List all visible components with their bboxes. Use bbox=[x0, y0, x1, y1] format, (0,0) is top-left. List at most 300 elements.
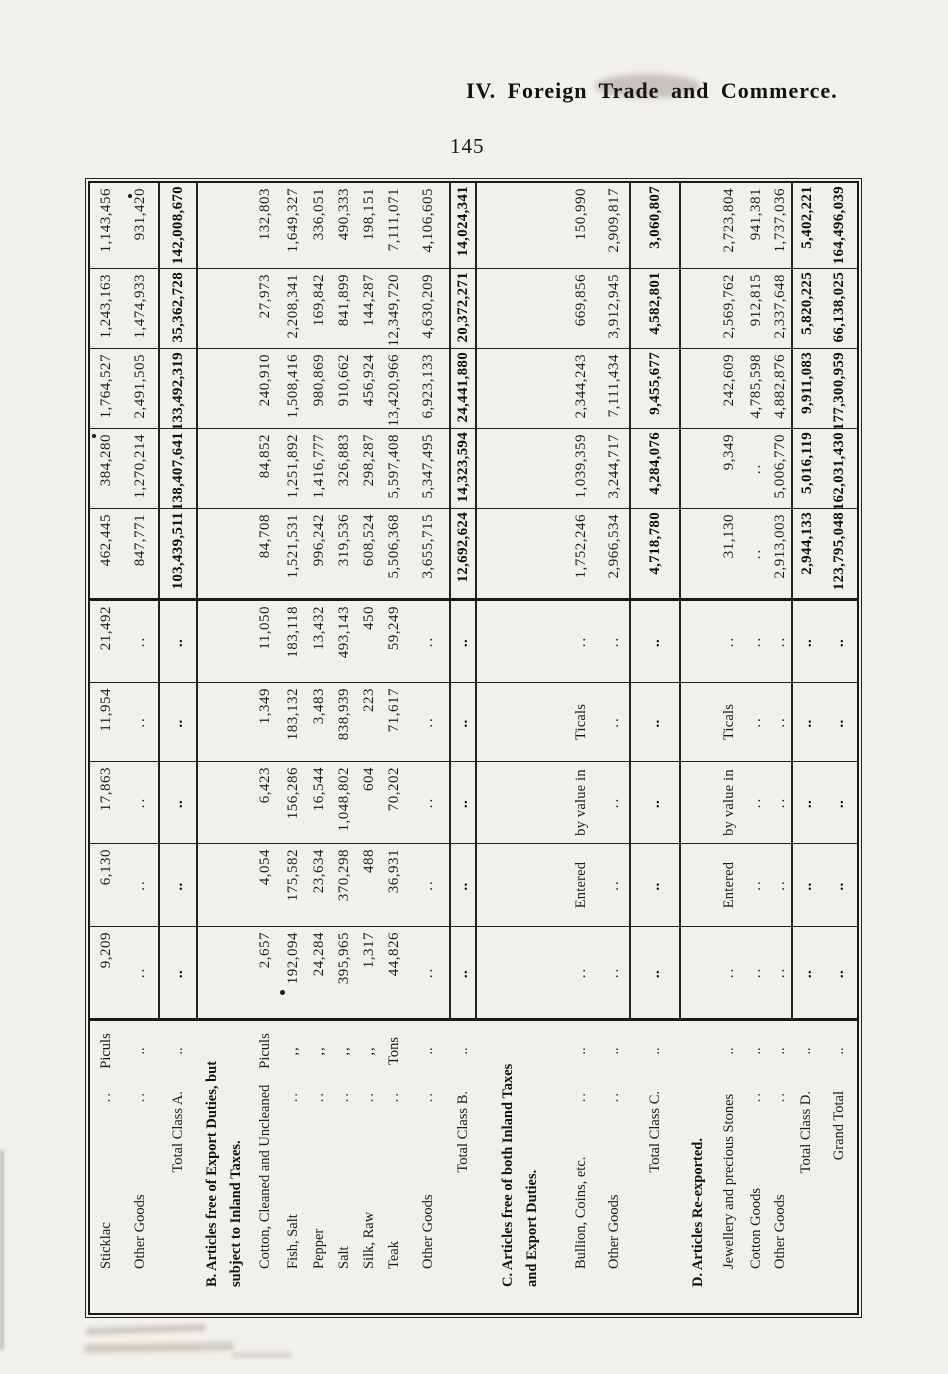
data-cell: 5,347,495 bbox=[407, 429, 449, 509]
section-heading-line: D. Articles Re-exported. bbox=[690, 1138, 706, 1287]
data-cell: 11,954 bbox=[90, 683, 122, 762]
data-cell: .. bbox=[821, 927, 857, 1021]
row-label bbox=[791, 1081, 821, 1313]
data-cell: .. bbox=[715, 927, 743, 1021]
row-label bbox=[122, 1081, 158, 1313]
data-cell: 2,723,804 bbox=[715, 183, 743, 269]
row-label-text: Silk, Raw bbox=[361, 1211, 377, 1269]
data-cell: Ticals bbox=[563, 683, 599, 762]
data-cell: .. bbox=[629, 844, 681, 927]
data-cell bbox=[477, 683, 563, 762]
data-cell: 2,344,243 bbox=[563, 349, 599, 429]
data-cell bbox=[681, 183, 715, 269]
data-cell bbox=[198, 349, 250, 429]
data-cell: 1,737,036 bbox=[769, 183, 791, 269]
row-label-text: Fish, Salt bbox=[285, 1214, 301, 1269]
data-cell: 1,416,777 bbox=[307, 429, 332, 509]
leader-dots: .. bbox=[311, 1091, 327, 1103]
data-cell: 488 bbox=[357, 844, 382, 927]
data-cell: 144,287 bbox=[357, 269, 382, 349]
data-cell: 183,118 bbox=[280, 601, 307, 683]
data-cell: 1,474,933 bbox=[122, 269, 158, 349]
data-cell: 910,662 bbox=[332, 349, 357, 429]
row-label bbox=[563, 1081, 599, 1313]
data-cell: .. bbox=[563, 927, 599, 1021]
data-cell: 912,815 bbox=[743, 269, 769, 349]
section-heading bbox=[681, 1021, 715, 1313]
unit-cell: .. bbox=[454, 1047, 471, 1055]
table-row bbox=[307, 183, 332, 1313]
data-cell: 5,016,119 bbox=[791, 429, 821, 509]
data-cell: 1,764,527 bbox=[90, 349, 122, 429]
section-heading-line: subject to Inland Taxes. bbox=[228, 1140, 244, 1287]
data-cell: .. bbox=[599, 601, 629, 683]
data-cell: .. bbox=[791, 683, 821, 762]
row-label-text: Sticklac bbox=[97, 1222, 114, 1269]
row-label bbox=[332, 1081, 357, 1313]
table-row bbox=[477, 183, 563, 1313]
row-label bbox=[821, 1081, 857, 1313]
data-cell: 2,913,003 bbox=[769, 509, 791, 601]
table-row bbox=[449, 183, 477, 1313]
table-row bbox=[563, 183, 599, 1313]
data-cell: 838,939 bbox=[332, 683, 357, 762]
table-row bbox=[357, 183, 382, 1313]
data-cell bbox=[477, 762, 563, 844]
data-cell: 4,284,076 bbox=[629, 429, 681, 509]
data-cell: 1,317 bbox=[357, 927, 382, 1021]
table-row bbox=[769, 183, 791, 1313]
data-cell bbox=[681, 844, 715, 927]
data-cell: .. bbox=[122, 927, 158, 1021]
leader-dots: .. bbox=[336, 1091, 352, 1103]
data-cell: .. bbox=[791, 762, 821, 844]
data-cell: 5,820,225 bbox=[791, 269, 821, 349]
data-cell: 16,544 bbox=[307, 762, 332, 844]
data-cell: 169,842 bbox=[307, 269, 332, 349]
data-cell: 669,856 bbox=[563, 269, 599, 349]
unit-cell: .. bbox=[720, 1047, 737, 1055]
row-label-text: Other Goods bbox=[131, 1194, 148, 1269]
table-row bbox=[382, 183, 407, 1313]
data-cell: 132,803 bbox=[250, 183, 280, 269]
data-cell: .. bbox=[122, 762, 158, 844]
row-label-text: Teak bbox=[386, 1241, 402, 1269]
row-label bbox=[449, 1081, 477, 1313]
data-cell: 198,151 bbox=[357, 183, 382, 269]
data-cell: 6,923,133 bbox=[407, 349, 449, 429]
row-label bbox=[280, 1081, 307, 1313]
data-cell: 384,280 bbox=[90, 429, 122, 509]
leader-dots: .. bbox=[285, 1091, 301, 1103]
row-label bbox=[407, 1081, 449, 1313]
data-cell: .. bbox=[743, 683, 769, 762]
data-cell: 3,483 bbox=[307, 683, 332, 762]
data-cell: 103,439,511 bbox=[158, 509, 198, 601]
data-cell: 370,298 bbox=[332, 844, 357, 927]
data-cell: 2,208,341 bbox=[280, 269, 307, 349]
row-label-text: Salt bbox=[336, 1246, 352, 1269]
row-label bbox=[769, 1081, 791, 1313]
data-cell: 3,655,715 bbox=[407, 509, 449, 601]
unit-cell: .. bbox=[830, 1047, 847, 1055]
data-cell: 20,372,271 bbox=[449, 269, 477, 349]
unit-cell: .. bbox=[771, 1047, 788, 1055]
data-cell: 9,349 bbox=[715, 429, 743, 509]
data-cell: 59,249 bbox=[382, 601, 407, 683]
data-cell: 450 bbox=[357, 601, 382, 683]
data-cell: 66,138,025 bbox=[821, 269, 857, 349]
data-cell: 4,785,598 bbox=[743, 349, 769, 429]
data-cell: .. bbox=[769, 601, 791, 683]
data-cell: 175,582 bbox=[280, 844, 307, 927]
data-cell: .. bbox=[715, 601, 743, 683]
data-cell: .. bbox=[629, 683, 681, 762]
table-row bbox=[158, 183, 198, 1313]
data-cell bbox=[681, 269, 715, 349]
data-cell: Ticals bbox=[715, 683, 743, 762]
data-cell: 13,420,966 bbox=[382, 349, 407, 429]
table-row bbox=[629, 183, 681, 1313]
data-cell: 841,899 bbox=[332, 269, 357, 349]
table-row bbox=[821, 183, 857, 1313]
data-cell: 24,441,880 bbox=[449, 349, 477, 429]
data-cell: 240,910 bbox=[250, 349, 280, 429]
data-cell: 133,492,319 bbox=[158, 349, 198, 429]
data-cell: 1,039,359 bbox=[563, 429, 599, 509]
table-row bbox=[250, 183, 280, 1313]
data-cell: .. bbox=[449, 844, 477, 927]
table-row bbox=[332, 183, 357, 1313]
data-cell bbox=[198, 601, 250, 683]
data-cell: .. bbox=[791, 601, 821, 683]
data-cell: .. bbox=[158, 927, 198, 1021]
ink-dot bbox=[280, 990, 285, 995]
row-label bbox=[382, 1081, 407, 1313]
data-cell: 1,143,456 bbox=[90, 183, 122, 269]
data-cell: .. bbox=[743, 601, 769, 683]
section-heading-line: and Export Duties. bbox=[524, 1169, 540, 1287]
section-heading bbox=[198, 1021, 250, 1313]
table-row bbox=[122, 183, 158, 1313]
row-label bbox=[250, 1081, 280, 1313]
data-cell: 3,060,807 bbox=[629, 183, 681, 269]
data-cell: 6,423 bbox=[250, 762, 280, 844]
data-cell: 1,243,163 bbox=[90, 269, 122, 349]
data-cell: 4,106,605 bbox=[407, 183, 449, 269]
leader-dots: .. bbox=[747, 1091, 764, 1103]
data-cell bbox=[198, 927, 250, 1021]
data-cell: 2,569,762 bbox=[715, 269, 743, 349]
data-cell: .. bbox=[122, 601, 158, 683]
data-cell: 1,508,416 bbox=[280, 349, 307, 429]
unit-cell: Piculs bbox=[97, 1033, 114, 1069]
data-cell bbox=[681, 762, 715, 844]
data-cell bbox=[681, 601, 715, 683]
data-cell: 142,008,670 bbox=[158, 183, 198, 269]
data-cell bbox=[198, 683, 250, 762]
leader-dots: .. bbox=[419, 1091, 436, 1103]
data-cell: 3,912,945 bbox=[599, 269, 629, 349]
data-cell: .. bbox=[821, 683, 857, 762]
unit-cell: Piculs bbox=[256, 1033, 273, 1069]
row-label-text: Other Goods bbox=[771, 1194, 788, 1269]
data-cell: 36,931 bbox=[382, 844, 407, 927]
data-cell: 1,251,892 bbox=[280, 429, 307, 509]
data-cell: .. bbox=[821, 844, 857, 927]
unit-cell: ,, bbox=[361, 1046, 377, 1056]
data-cell: .. bbox=[407, 927, 449, 1021]
unit-cell: .. bbox=[131, 1047, 148, 1055]
data-cell: .. bbox=[743, 509, 769, 601]
data-cell: 84,852 bbox=[250, 429, 280, 509]
data-cell: 14,024,341 bbox=[449, 183, 477, 269]
data-cell: .. bbox=[407, 844, 449, 927]
data-cell: 3,244,717 bbox=[599, 429, 629, 509]
data-cell: 4,882,876 bbox=[769, 349, 791, 429]
pencil-smudge bbox=[86, 1324, 206, 1335]
data-cell: .. bbox=[769, 683, 791, 762]
data-cell: 2,491,505 bbox=[122, 349, 158, 429]
table-row bbox=[90, 183, 122, 1313]
row-label-text: Total Class C. bbox=[646, 1091, 663, 1173]
data-cell bbox=[477, 601, 563, 683]
data-cell: .. bbox=[407, 762, 449, 844]
data-cell: 1,649,327 bbox=[280, 183, 307, 269]
row-label-text: Total Class A. bbox=[169, 1091, 186, 1173]
data-cell: 604 bbox=[357, 762, 382, 844]
data-cell: 326,883 bbox=[332, 429, 357, 509]
data-cell: 138,407,641 bbox=[158, 429, 198, 509]
row-label-text: Cotton Goods bbox=[747, 1188, 764, 1269]
data-cell: 490,333 bbox=[332, 183, 357, 269]
data-cell: .. bbox=[407, 601, 449, 683]
data-cell: 71,617 bbox=[382, 683, 407, 762]
table-row bbox=[280, 183, 307, 1313]
data-cell: .. bbox=[407, 683, 449, 762]
table-row bbox=[743, 183, 769, 1313]
row-label bbox=[307, 1081, 332, 1313]
data-cell: 17,863 bbox=[90, 762, 122, 844]
data-cell: 11,050 bbox=[250, 601, 280, 683]
data-cell: 462,445 bbox=[90, 509, 122, 601]
data-cell: 156,286 bbox=[280, 762, 307, 844]
section-heading-line: B. Articles free of Export Duties, but bbox=[204, 1060, 220, 1287]
data-cell: 493,143 bbox=[332, 601, 357, 683]
data-cell: 13,432 bbox=[307, 601, 332, 683]
row-label bbox=[743, 1081, 769, 1313]
data-cell: 2,337,648 bbox=[769, 269, 791, 349]
data-cell: 4,054 bbox=[250, 844, 280, 927]
data-cell: 9,209 bbox=[90, 927, 122, 1021]
data-cell: 2,909,817 bbox=[599, 183, 629, 269]
data-cell: .. bbox=[743, 429, 769, 509]
table-row bbox=[681, 183, 715, 1313]
data-cell: 1,048,802 bbox=[332, 762, 357, 844]
data-cell: 298,287 bbox=[357, 429, 382, 509]
table-row bbox=[791, 183, 821, 1313]
data-cell: 931,420 bbox=[122, 183, 158, 269]
data-cell: 5,597,408 bbox=[382, 429, 407, 509]
data-cell bbox=[477, 509, 563, 601]
data-cell: 395,965 bbox=[332, 927, 357, 1021]
data-cell: 162,031,430 bbox=[821, 429, 857, 509]
data-cell: 1,270,214 bbox=[122, 429, 158, 509]
data-cell: .. bbox=[791, 927, 821, 1021]
data-cell: 1,349 bbox=[250, 683, 280, 762]
data-cell: .. bbox=[563, 601, 599, 683]
data-cell: 2,966,534 bbox=[599, 509, 629, 601]
data-cell: 164,496,039 bbox=[821, 183, 857, 269]
section-heading bbox=[477, 1021, 563, 1313]
data-cell: 6,130 bbox=[90, 844, 122, 927]
data-cell: Entered bbox=[563, 844, 599, 927]
data-cell: 12,349,720 bbox=[382, 269, 407, 349]
data-cell bbox=[477, 269, 563, 349]
data-cell: .. bbox=[629, 762, 681, 844]
data-cell: 9,911,083 bbox=[791, 349, 821, 429]
data-cell: .. bbox=[449, 601, 477, 683]
data-cell bbox=[681, 509, 715, 601]
data-cell: .. bbox=[449, 683, 477, 762]
data-cell: 2,657 bbox=[250, 927, 280, 1021]
data-cell: .. bbox=[821, 601, 857, 683]
unit-cell: .. bbox=[605, 1047, 622, 1055]
unit-cell: .. bbox=[572, 1047, 589, 1055]
data-cell: by value in bbox=[715, 762, 743, 844]
data-cell: 5,506,368 bbox=[382, 509, 407, 601]
data-cell: .. bbox=[122, 844, 158, 927]
data-cell: 1,752,246 bbox=[563, 509, 599, 601]
data-cell: 223 bbox=[357, 683, 382, 762]
data-cell: 70,202 bbox=[382, 762, 407, 844]
data-cell: 336,051 bbox=[307, 183, 332, 269]
data-cell: .. bbox=[769, 927, 791, 1021]
row-label-text: Other Goods bbox=[605, 1194, 622, 1269]
data-cell bbox=[198, 844, 250, 927]
data-cell: .. bbox=[449, 927, 477, 1021]
table-row bbox=[198, 183, 250, 1313]
data-cell: .. bbox=[769, 762, 791, 844]
row-label-text: Other Goods bbox=[419, 1194, 436, 1269]
leader-dots: .. bbox=[386, 1091, 402, 1103]
data-cell: .. bbox=[599, 683, 629, 762]
data-cell bbox=[477, 429, 563, 509]
unit-cell: .. bbox=[419, 1047, 436, 1055]
data-cell: 7,111,434 bbox=[599, 349, 629, 429]
row-label-text: Grand Total bbox=[830, 1091, 847, 1161]
data-cell: .. bbox=[769, 844, 791, 927]
row-label-text: Jewellery and precious Stones bbox=[720, 1093, 737, 1269]
data-cell bbox=[681, 429, 715, 509]
row-label bbox=[90, 1081, 122, 1313]
data-cell: Entered bbox=[715, 844, 743, 927]
unit-cell: ,, bbox=[336, 1046, 352, 1056]
row-label-text: Total Class B. bbox=[454, 1091, 471, 1173]
row-label-text: Bullion, Coins, etc. bbox=[572, 1156, 589, 1269]
data-cell: .. bbox=[158, 601, 198, 683]
section-heading-line: C. Articles free of both Inland Taxes bbox=[500, 1063, 516, 1287]
data-cell: 319,536 bbox=[332, 509, 357, 601]
leader-dots: .. bbox=[605, 1091, 622, 1103]
data-cell: 4,630,209 bbox=[407, 269, 449, 349]
data-cell: 5,006,770 bbox=[769, 429, 791, 509]
data-cell: 996,242 bbox=[307, 509, 332, 601]
data-cell: 31,130 bbox=[715, 509, 743, 601]
leader-dots: .. bbox=[97, 1091, 114, 1103]
rotated-table-container bbox=[85, 178, 862, 1318]
data-cell: .. bbox=[122, 683, 158, 762]
data-cell: 456,924 bbox=[357, 349, 382, 429]
row-label-text: Total Class D. bbox=[797, 1091, 814, 1174]
unit-cell: .. bbox=[646, 1047, 663, 1055]
row-label bbox=[629, 1081, 681, 1313]
data-cell: 7,111,071 bbox=[382, 183, 407, 269]
data-cell: .. bbox=[599, 927, 629, 1021]
page-header-title: IV. Foreign Trade and Commerce. bbox=[466, 78, 838, 103]
data-cell: .. bbox=[158, 762, 198, 844]
table-row bbox=[715, 183, 743, 1313]
row-label-text: Cotton, Cleaned and Uncleaned bbox=[256, 1084, 273, 1269]
export-trade-table bbox=[85, 178, 862, 1318]
row-label bbox=[357, 1081, 382, 1313]
table-row bbox=[599, 183, 629, 1313]
row-label bbox=[599, 1081, 629, 1313]
unit-cell: ,, bbox=[285, 1046, 301, 1056]
data-cell: .. bbox=[629, 927, 681, 1021]
data-cell: .. bbox=[791, 844, 821, 927]
data-cell: .. bbox=[629, 601, 681, 683]
data-cell: 27,973 bbox=[250, 269, 280, 349]
leader-dots: .. bbox=[361, 1091, 377, 1103]
row-label bbox=[158, 1081, 198, 1313]
data-cell bbox=[477, 183, 563, 269]
data-cell: 150,990 bbox=[563, 183, 599, 269]
data-cell: 177,300,959 bbox=[821, 349, 857, 429]
ink-dot bbox=[92, 434, 96, 438]
leader-dots: .. bbox=[771, 1091, 788, 1103]
unit-cell: .. bbox=[797, 1047, 814, 1055]
data-cell: 242,609 bbox=[715, 349, 743, 429]
data-cell: 941,381 bbox=[743, 183, 769, 269]
row-label bbox=[715, 1081, 743, 1313]
ink-dot bbox=[128, 194, 132, 198]
data-cell: .. bbox=[158, 844, 198, 927]
data-cell: .. bbox=[449, 762, 477, 844]
pencil-smudge bbox=[84, 1342, 234, 1354]
data-cell: 192,094 bbox=[280, 927, 307, 1021]
scan-edge-shadow bbox=[0, 1150, 4, 1350]
data-cell bbox=[681, 927, 715, 1021]
data-cell: 12,692,624 bbox=[449, 509, 477, 601]
data-cell bbox=[198, 269, 250, 349]
data-cell: 84,708 bbox=[250, 509, 280, 601]
unit-cell: .. bbox=[747, 1047, 764, 1055]
row-label-text: Pepper bbox=[311, 1228, 327, 1269]
data-cell bbox=[198, 509, 250, 601]
data-cell: 14,323,594 bbox=[449, 429, 477, 509]
data-cell: 21,492 bbox=[90, 601, 122, 683]
pencil-smudge bbox=[232, 1352, 292, 1358]
data-cell bbox=[198, 183, 250, 269]
unit-cell: Tons bbox=[386, 1037, 402, 1065]
table-row bbox=[407, 183, 449, 1313]
data-cell bbox=[681, 683, 715, 762]
data-cell: .. bbox=[743, 844, 769, 927]
page-number: 145 bbox=[450, 134, 485, 158]
data-cell bbox=[477, 844, 563, 927]
data-cell: 23,634 bbox=[307, 844, 332, 927]
